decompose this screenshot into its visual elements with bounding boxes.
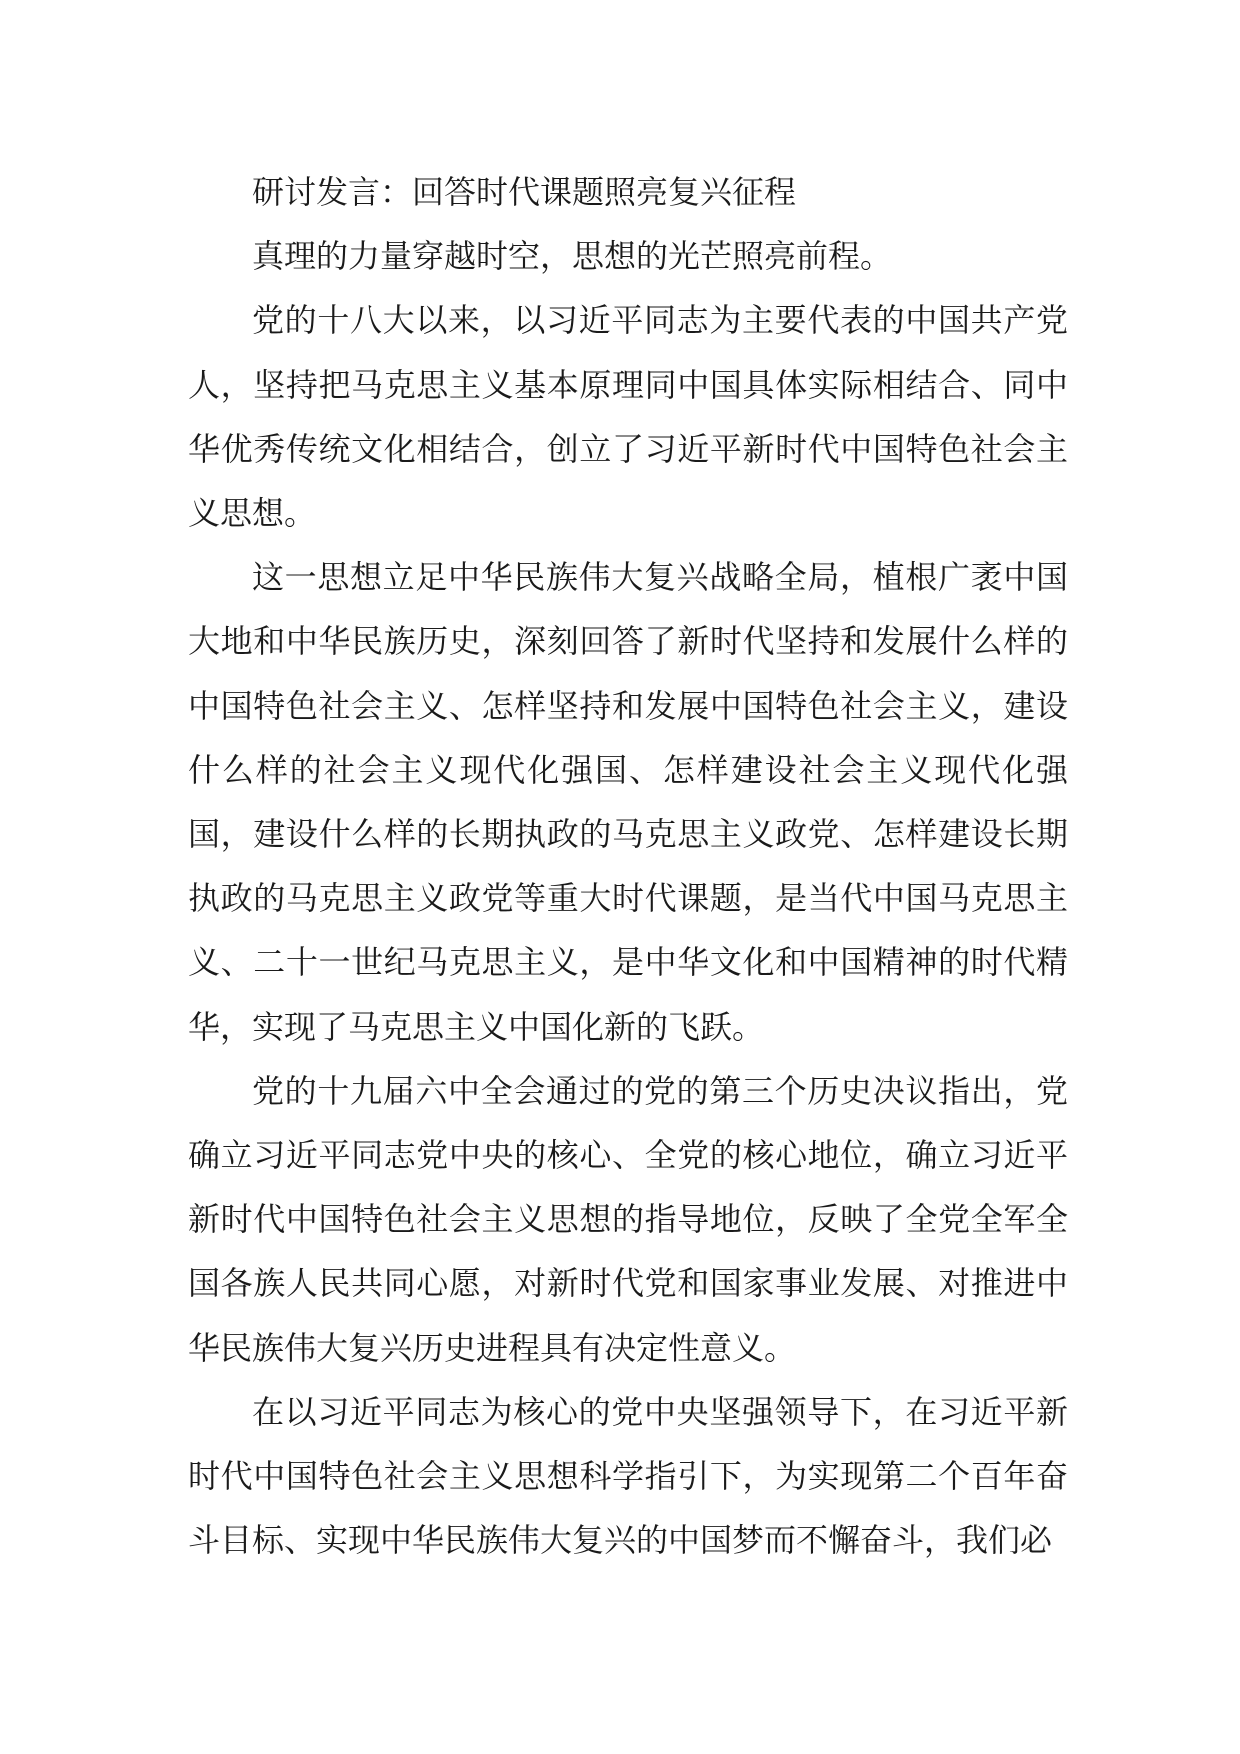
paragraph: 在以习近平同志为核心的党中央坚强领导下，在习近平新时代中国特色社会主义思想科学指引下，为实现第二个百年奋斗目标、实现中华民族伟大复兴的中国梦而不懈奋斗，我们必: [188, 1392, 1068, 1560]
paragraph: 真理的力量穿越时空，思想的光芒照亮前程。: [252, 237, 893, 276]
document-body: [188, 160, 1068, 1572]
paragraph: 这一思想立足中华民族伟大复兴战略全局，植根广袤中国大地和中华民族历史，深刻回答了新时代坚持和发展什么样的中国特色社会主义、怎样坚持和发展中国特色社会主义，建设什么样的社会主义现代化强国、怎样建设社会主义现代化强国，建设什么样的长期执政的马克思主义政党、怎样建设长期执政的马克思主义政党等重大时代课题，是当代中国马克思主义、二十一世纪马克思主义，是中华文化和中国精神的时代精华，实现了马克思主义中国化新的飞跃。: [188, 558, 1068, 1046]
paragraph: 党的十八大以来，以习近平同志为主要代表的中国共产党人，坚持把马克思主义基本原理同中国具体实际相结合、同中华优秀传统文化相结合，创立了习近平新时代中国特色社会主义思想。: [188, 301, 1068, 533]
paragraph: 党的十九届六中全会通过的党的第三个历史决议指出，党确立习近平同志党中央的核心、全党的核心地位，确立习近平新时代中国特色社会主义思想的指导地位，反映了全党全军全国各族人民共同心愿，对新时代党和国家事业发展、对推进中华民族伟大复兴历史进程具有决定性意义。: [188, 1071, 1068, 1367]
document-title: 研讨发言：回答时代课题照亮复兴征程: [252, 173, 797, 211]
